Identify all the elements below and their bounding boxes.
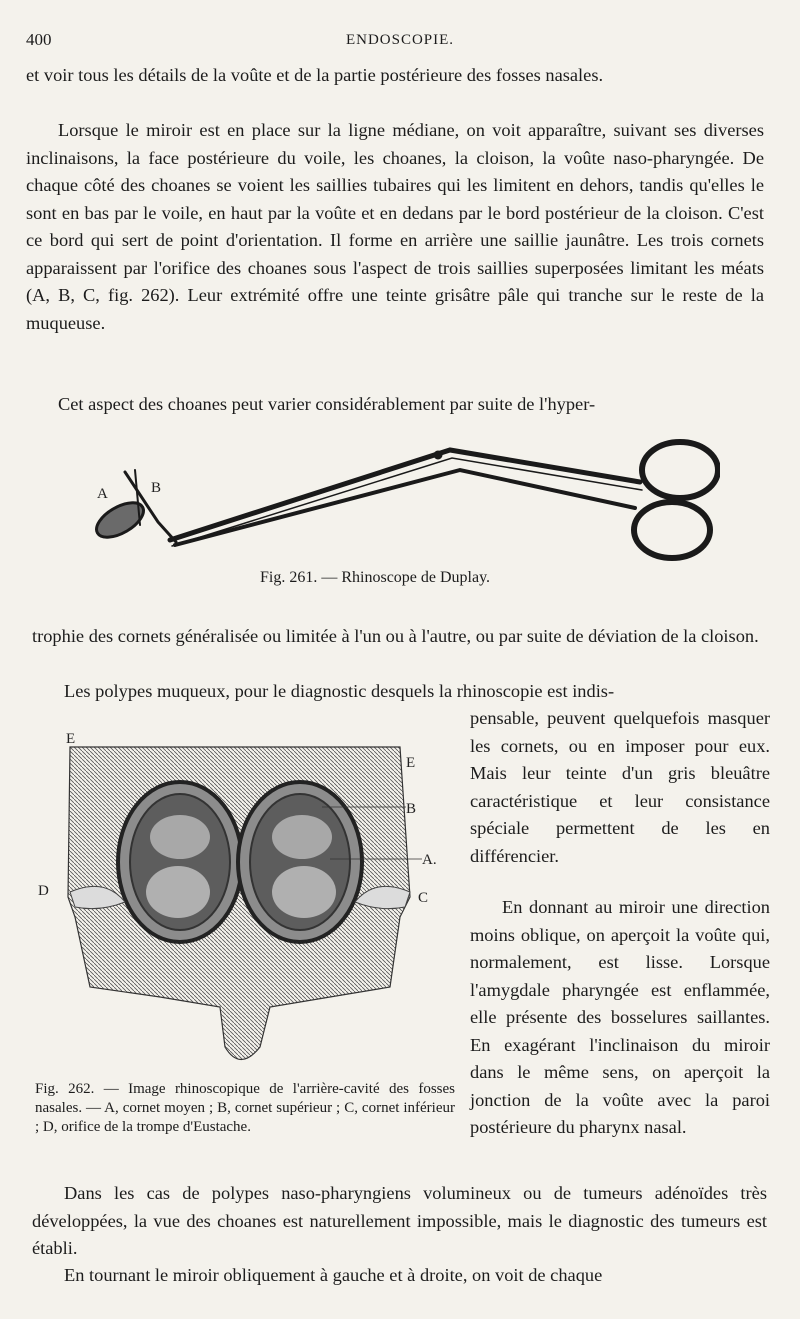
- fig262-label-e-right: E: [406, 755, 416, 771]
- paragraph-5-rest: pensable, peuvent quelquefois masquer les cornets, ou en imposer pour eux. Mais leur teinte d'un gris bleuâtre caractéristique et leur consistance spéciale permettent de les en différencier.: [470, 708, 770, 866]
- fig262-label-b: B: [406, 801, 417, 817]
- fig262-label-d: D: [38, 883, 49, 899]
- paragraph-8: En tournant le miroir obliquement à gauche et à droite, on voit de chaque: [64, 1265, 603, 1285]
- paragraph-2: Lorsque le miroir est en place sur la ligne médiane, on voit apparaître, suivant ses diverses inclinaisons, la face postérieure du voile, les choanes, la cloison, la voûte naso-pharyngée. De chaque côté des choanes se voient les saillies tubaires qui les limitent en dehors, tandis qu'elles le sont en bas par le voile, en haut par la voûte et en dedans par le bord postérieur de la cloison. C'est ce bord qui sert de point d'orientation. Il forme en arrière une saillie jaunâtre. Les trois cornets apparaissent par l'orifice des choanes sous l'aspect de trois saillies superposées limitant les méats (A, B, C, fig. 262). Leur extrémité offre une teinte grisâtre pâle qui tranche sur le reste de la muqueuse.: [26, 120, 764, 333]
- rhinoscope-illustration: [80, 430, 720, 570]
- fig262-caption: Fig. 262. — Image rhinoscopique de l'arrière-cavité des fosses nasales. — A, cornet moyen ; B, cornet supérieur ; C, cornet inférieur ; D, orifice de la trompe d'Eustache.: [35, 1081, 455, 1135]
- paragraph-3: Cet aspect des choanes peut varier considérablement par suite de l'hyper-: [58, 394, 596, 414]
- paragraph-4: trophie des cornets généralisée ou limitée à l'un ou à l'autre, ou par suite de déviation de la cloison.: [32, 626, 759, 646]
- running-title: ENDOSCOPIE.: [345, 32, 455, 48]
- running-header: [26, 30, 774, 54]
- fig262-label-e-left: E: [66, 731, 76, 747]
- paragraph-1: et voir tous les détails de la voûte et de la partie postérieure des fosses nasales.: [26, 65, 604, 85]
- page-number: 400: [26, 30, 52, 49]
- fig261-label-b: B: [151, 480, 162, 496]
- fig261-caption: Fig. 261. — Rhinoscope de Duplay.: [260, 569, 491, 586]
- paragraph-5-first-line: Les polypes muqueux, pour le diagnostic desquels la rhinoscopie est indis-: [64, 681, 615, 701]
- paragraph-7: Dans les cas de polypes naso-pharyngiens volumineux ou de tumeurs adénoïdes très développées, la vue des choanes est naturellement impossible, mais le diagnostic des tumeurs est établi.: [32, 1183, 767, 1258]
- fig261-label-a: A: [97, 486, 108, 502]
- paragraph-6: En donnant au miroir une direction moins oblique, on aperçoit la voûte qui, normalement, est lisse. Lorsque l'amygdale pharyngée est enflammée, elle présente des bosselures saillantes. En exagérant l'inclinaison du miroir dans le même sens, on aperçoit la jonction de la voûte avec la paroi postérieure du pharynx nasal.: [470, 897, 770, 1137]
- rhinoscopic-image-illustration: [30, 727, 450, 1077]
- fig262-label-c: C: [418, 890, 429, 906]
- fig262-label-a: A.: [422, 852, 437, 868]
